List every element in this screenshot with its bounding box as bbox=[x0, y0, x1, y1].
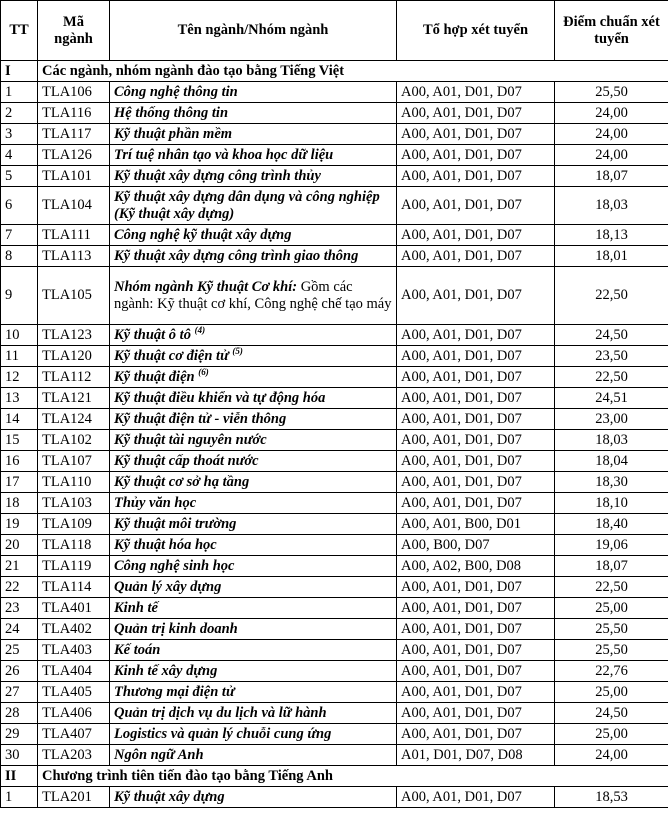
major-name bbox=[110, 388, 397, 409]
major-name-text: Công nghệ kỹ thuật xây dựng bbox=[114, 226, 292, 243]
subject-combination: A00, A01, D01, D07 bbox=[397, 430, 555, 451]
table-row bbox=[1, 577, 668, 598]
benchmark-score: 19,06 bbox=[555, 535, 668, 556]
major-name bbox=[110, 682, 397, 703]
table-row bbox=[1, 246, 668, 267]
benchmark-score: 23,00 bbox=[555, 409, 668, 430]
major-name bbox=[110, 124, 397, 145]
benchmark-score: 18,03 bbox=[555, 187, 668, 225]
major-name bbox=[110, 451, 397, 472]
benchmark-score: 22,76 bbox=[555, 661, 668, 682]
major-code: TLA120 bbox=[38, 346, 110, 367]
benchmark-score: 24,50 bbox=[555, 325, 668, 346]
major-name bbox=[110, 598, 397, 619]
row-number: 21 bbox=[1, 556, 38, 577]
benchmark-score: 22,50 bbox=[555, 367, 668, 388]
major-code: TLA114 bbox=[38, 577, 110, 598]
row-number: 17 bbox=[1, 472, 38, 493]
row-number: 28 bbox=[1, 703, 38, 724]
major-name-text: Kỹ thuật tài nguyên nước bbox=[114, 431, 267, 448]
header-row bbox=[1, 1, 668, 61]
major-name bbox=[110, 745, 397, 766]
row-number: 24 bbox=[1, 619, 38, 640]
benchmark-score: 24,51 bbox=[555, 388, 668, 409]
footnote-marker: (4) bbox=[194, 324, 206, 335]
major-code: TLA124 bbox=[38, 409, 110, 430]
header-combo: Tổ hợp xét tuyển bbox=[397, 1, 555, 61]
major-name bbox=[110, 82, 397, 103]
subject-combination: A00, A01, D01, D07 bbox=[397, 598, 555, 619]
major-name-text: Kỹ thuật xây dựng công trình giao thông bbox=[114, 247, 359, 264]
table-row bbox=[1, 514, 668, 535]
subject-combination: A00, A01, D01, D07 bbox=[397, 225, 555, 246]
major-code: TLA203 bbox=[38, 745, 110, 766]
major-code: TLA109 bbox=[38, 514, 110, 535]
subject-combination: A00, A01, D01, D07 bbox=[397, 166, 555, 187]
major-name bbox=[110, 514, 397, 535]
table-row bbox=[1, 493, 668, 514]
row-number: 1 bbox=[1, 82, 38, 103]
footnote-marker: (5) bbox=[232, 345, 243, 356]
table-row bbox=[1, 166, 668, 187]
section-number: I bbox=[1, 61, 38, 82]
benchmark-score: 24,00 bbox=[555, 145, 668, 166]
header-tt: TT bbox=[1, 1, 38, 61]
row-number: 29 bbox=[1, 724, 38, 745]
table-row bbox=[1, 267, 668, 325]
benchmark-score: 18,40 bbox=[555, 514, 668, 535]
subject-combination: A01, D01, D07, D08 bbox=[397, 745, 555, 766]
row-number: 5 bbox=[1, 166, 38, 187]
major-name bbox=[110, 724, 397, 745]
benchmark-score: 18,04 bbox=[555, 451, 668, 472]
major-name bbox=[110, 187, 397, 225]
row-number: 15 bbox=[1, 430, 38, 451]
benchmark-score: 25,00 bbox=[555, 724, 668, 745]
major-name bbox=[110, 367, 397, 388]
table-row bbox=[1, 703, 668, 724]
subject-combination: A00, A01, D01, D07 bbox=[397, 640, 555, 661]
major-name-text: Thủy văn học bbox=[114, 494, 197, 511]
benchmark-score: 25,00 bbox=[555, 598, 668, 619]
table-row bbox=[1, 787, 668, 808]
major-name bbox=[110, 409, 397, 430]
major-name-text: Kỹ thuật xây dựng dân dụng và công nghiệp (Kỹ thuật xây dựng) bbox=[114, 188, 380, 222]
table-row bbox=[1, 640, 668, 661]
subject-combination: A00, A01, D01, D07 bbox=[397, 367, 555, 388]
benchmark-score: 22,50 bbox=[555, 267, 668, 325]
section-title: Chương trình tiên tiến đào tạo bằng Tiếng Anh bbox=[38, 766, 668, 787]
section-title: Các ngành, nhóm ngành đào tạo bằng Tiếng Việt bbox=[38, 61, 668, 82]
table-row bbox=[1, 535, 668, 556]
table-row bbox=[1, 472, 668, 493]
benchmark-score: 18,13 bbox=[555, 225, 668, 246]
row-number: 30 bbox=[1, 745, 38, 766]
row-number: 10 bbox=[1, 325, 38, 346]
major-name bbox=[110, 640, 397, 661]
table-row bbox=[1, 451, 668, 472]
row-number: 2 bbox=[1, 103, 38, 124]
subject-combination: A00, A01, D01, D07 bbox=[397, 724, 555, 745]
table-row bbox=[1, 325, 668, 346]
subject-combination: A00, A01, D01, D07 bbox=[397, 451, 555, 472]
major-name bbox=[110, 661, 397, 682]
major-name bbox=[110, 535, 397, 556]
major-name-text: Thương mại điện tử bbox=[114, 683, 235, 700]
major-name-text: Kinh tế bbox=[114, 599, 158, 616]
row-number: 1 bbox=[1, 787, 38, 808]
major-code: TLA121 bbox=[38, 388, 110, 409]
row-number: 9 bbox=[1, 267, 38, 325]
table-row bbox=[1, 598, 668, 619]
major-code: TLA107 bbox=[38, 451, 110, 472]
major-code: TLA119 bbox=[38, 556, 110, 577]
subject-combination: A00, A01, D01, D07 bbox=[397, 472, 555, 493]
row-number: 25 bbox=[1, 640, 38, 661]
row-number: 7 bbox=[1, 225, 38, 246]
major-code: TLA113 bbox=[38, 246, 110, 267]
row-number: 12 bbox=[1, 367, 38, 388]
benchmark-score: 18,03 bbox=[555, 430, 668, 451]
subject-combination: A00, A01, D01, D07 bbox=[397, 187, 555, 225]
benchmark-score: 25,50 bbox=[555, 640, 668, 661]
major-code: TLA401 bbox=[38, 598, 110, 619]
table-row bbox=[1, 346, 668, 367]
benchmark-score: 24,00 bbox=[555, 745, 668, 766]
footnote-marker: (6) bbox=[198, 366, 209, 377]
major-code: TLA101 bbox=[38, 166, 110, 187]
table-row bbox=[1, 103, 668, 124]
row-number: 26 bbox=[1, 661, 38, 682]
section-number: II bbox=[1, 766, 38, 787]
major-name-text: Kế toán bbox=[114, 641, 161, 658]
subject-combination: A00, A01, D01, D07 bbox=[397, 145, 555, 166]
subject-combination: A00, A01, D01, D07 bbox=[397, 325, 555, 346]
major-name-text: Nhóm ngành Kỹ thuật Cơ khí: bbox=[114, 278, 298, 295]
major-code: TLA117 bbox=[38, 124, 110, 145]
benchmark-score: 22,50 bbox=[555, 577, 668, 598]
major-name-text: Kỹ thuật cơ sở hạ tầng bbox=[114, 473, 250, 490]
major-code: TLA406 bbox=[38, 703, 110, 724]
major-name-text: Quản trị kinh doanh bbox=[114, 620, 238, 637]
header-score: Điểm chuẩn xét tuyển bbox=[555, 1, 668, 61]
row-number: 11 bbox=[1, 346, 38, 367]
table-row bbox=[1, 367, 668, 388]
major-name-text: Kỹ thuật ô tô bbox=[114, 326, 191, 343]
table-row bbox=[1, 430, 668, 451]
major-code: TLA404 bbox=[38, 661, 110, 682]
table-row bbox=[1, 682, 668, 703]
major-code: TLA201 bbox=[38, 787, 110, 808]
major-name-text: Kỹ thuật điều khiển và tự động hóa bbox=[114, 389, 326, 406]
major-name-detail: Gồm các ngành: Kỹ thuật cơ khí, Công nghệ chế tạo máy bbox=[114, 278, 392, 312]
major-name bbox=[110, 556, 397, 577]
row-number: 14 bbox=[1, 409, 38, 430]
major-code: TLA110 bbox=[38, 472, 110, 493]
benchmark-score: 24,50 bbox=[555, 703, 668, 724]
subject-combination: A00, A01, D01, D07 bbox=[397, 493, 555, 514]
row-number: 20 bbox=[1, 535, 38, 556]
benchmark-score: 23,50 bbox=[555, 346, 668, 367]
subject-combination: A00, B00, D07 bbox=[397, 535, 555, 556]
table-row bbox=[1, 619, 668, 640]
subject-combination: A00, A01, D01, D07 bbox=[397, 124, 555, 145]
major-name-text: Logistics và quản lý chuỗi cung ứng bbox=[114, 725, 332, 742]
major-name bbox=[110, 619, 397, 640]
row-number: 22 bbox=[1, 577, 38, 598]
major-name-text: Ngôn ngữ Anh bbox=[114, 746, 204, 763]
major-name bbox=[110, 103, 397, 124]
subject-combination: A00, A01, D01, D07 bbox=[397, 787, 555, 808]
major-name-text: Kỹ thuật xây dựng bbox=[114, 788, 225, 805]
subject-combination: A00, A01, D01, D07 bbox=[397, 82, 555, 103]
table-row bbox=[1, 124, 668, 145]
table-row bbox=[1, 145, 668, 166]
subject-combination: A00, A01, D01, D07 bbox=[397, 346, 555, 367]
subject-combination: A00, A01, D01, D07 bbox=[397, 703, 555, 724]
table-row bbox=[1, 724, 668, 745]
row-number: 13 bbox=[1, 388, 38, 409]
major-name-text: Kỹ thuật cơ điện tử bbox=[114, 347, 229, 364]
row-number: 6 bbox=[1, 187, 38, 225]
subject-combination: A00, A01, D01, D07 bbox=[397, 577, 555, 598]
major-name-text: Kỹ thuật điện tử - viễn thông bbox=[114, 410, 287, 427]
section-row bbox=[1, 766, 668, 787]
subject-combination: A00, A01, D01, D07 bbox=[397, 619, 555, 640]
major-name bbox=[110, 472, 397, 493]
subject-combination: A00, A01, D01, D07 bbox=[397, 267, 555, 325]
major-name-text: Kỹ thuật cấp thoát nước bbox=[114, 452, 259, 469]
benchmark-score: 24,00 bbox=[555, 124, 668, 145]
table-row bbox=[1, 388, 668, 409]
row-number: 18 bbox=[1, 493, 38, 514]
major-code: TLA118 bbox=[38, 535, 110, 556]
major-name bbox=[110, 430, 397, 451]
major-name bbox=[110, 267, 397, 325]
major-code: TLA112 bbox=[38, 367, 110, 388]
benchmark-score: 25,50 bbox=[555, 619, 668, 640]
major-name-text: Kỹ thuật hóa học bbox=[114, 536, 217, 553]
major-name bbox=[110, 246, 397, 267]
major-name bbox=[110, 493, 397, 514]
row-number: 19 bbox=[1, 514, 38, 535]
subject-combination: A00, A02, B00, D08 bbox=[397, 556, 555, 577]
major-code: TLA106 bbox=[38, 82, 110, 103]
major-name bbox=[110, 703, 397, 724]
major-name bbox=[110, 166, 397, 187]
subject-combination: A00, A01, D01, D07 bbox=[397, 409, 555, 430]
major-code: TLA402 bbox=[38, 619, 110, 640]
subject-combination: A00, A01, D01, D07 bbox=[397, 103, 555, 124]
major-name bbox=[110, 145, 397, 166]
major-name bbox=[110, 577, 397, 598]
major-name-text: Kỹ thuật môi trường bbox=[114, 515, 237, 532]
major-code: TLA105 bbox=[38, 267, 110, 325]
benchmark-score: 18,01 bbox=[555, 246, 668, 267]
section-row bbox=[1, 61, 668, 82]
table-row bbox=[1, 409, 668, 430]
major-name-text: Kỹ thuật xây dựng công trình thủy bbox=[114, 167, 321, 184]
benchmark-score: 24,00 bbox=[555, 103, 668, 124]
major-code: TLA405 bbox=[38, 682, 110, 703]
subject-combination: A00, A01, D01, D07 bbox=[397, 246, 555, 267]
major-name bbox=[110, 787, 397, 808]
major-name-text: Kỹ thuật điện bbox=[114, 368, 195, 385]
benchmark-score: 18,30 bbox=[555, 472, 668, 493]
benchmark-score: 18,07 bbox=[555, 166, 668, 187]
table-row bbox=[1, 187, 668, 225]
major-name-text: Quản trị dịch vụ du lịch và lữ hành bbox=[114, 704, 327, 721]
major-name-text: Kỹ thuật phần mềm bbox=[114, 125, 233, 142]
table-row bbox=[1, 225, 668, 246]
benchmark-score: 18,53 bbox=[555, 787, 668, 808]
table-row bbox=[1, 745, 668, 766]
major-code: TLA111 bbox=[38, 225, 110, 246]
benchmark-score: 18,10 bbox=[555, 493, 668, 514]
row-number: 16 bbox=[1, 451, 38, 472]
row-number: 8 bbox=[1, 246, 38, 267]
benchmark-score: 25,00 bbox=[555, 682, 668, 703]
major-name-text: Công nghệ thông tin bbox=[114, 83, 238, 100]
major-name-text: Quản lý xây dựng bbox=[114, 578, 222, 595]
major-code: TLA102 bbox=[38, 430, 110, 451]
row-number: 27 bbox=[1, 682, 38, 703]
major-name-text: Hệ thống thông tin bbox=[114, 104, 229, 121]
header-code: Mã ngành bbox=[38, 1, 110, 61]
table-row bbox=[1, 556, 668, 577]
major-name bbox=[110, 225, 397, 246]
major-code: TLA123 bbox=[38, 325, 110, 346]
major-code: TLA126 bbox=[38, 145, 110, 166]
row-number: 4 bbox=[1, 145, 38, 166]
header-name: Tên ngành/Nhóm ngành bbox=[110, 1, 397, 61]
row-number: 23 bbox=[1, 598, 38, 619]
subject-combination: A00, A01, D01, D07 bbox=[397, 661, 555, 682]
major-code: TLA407 bbox=[38, 724, 110, 745]
table-row bbox=[1, 661, 668, 682]
benchmark-score: 18,07 bbox=[555, 556, 668, 577]
major-code: TLA103 bbox=[38, 493, 110, 514]
subject-combination: A00, A01, D01, D07 bbox=[397, 388, 555, 409]
major-name bbox=[110, 325, 397, 346]
table-row bbox=[1, 82, 668, 103]
major-code: TLA104 bbox=[38, 187, 110, 225]
major-name bbox=[110, 346, 397, 367]
major-name-text: Trí tuệ nhân tạo và khoa học dữ liệu bbox=[114, 146, 334, 163]
subject-combination: A00, A01, D01, D07 bbox=[397, 682, 555, 703]
row-number: 3 bbox=[1, 124, 38, 145]
subject-combination: A00, A01, B00, D01 bbox=[397, 514, 555, 535]
major-code: TLA403 bbox=[38, 640, 110, 661]
major-name-text: Kinh tế xây dựng bbox=[114, 662, 218, 679]
benchmark-score: 25,50 bbox=[555, 82, 668, 103]
major-code: TLA116 bbox=[38, 103, 110, 124]
major-name-text: Công nghệ sinh học bbox=[114, 557, 235, 574]
